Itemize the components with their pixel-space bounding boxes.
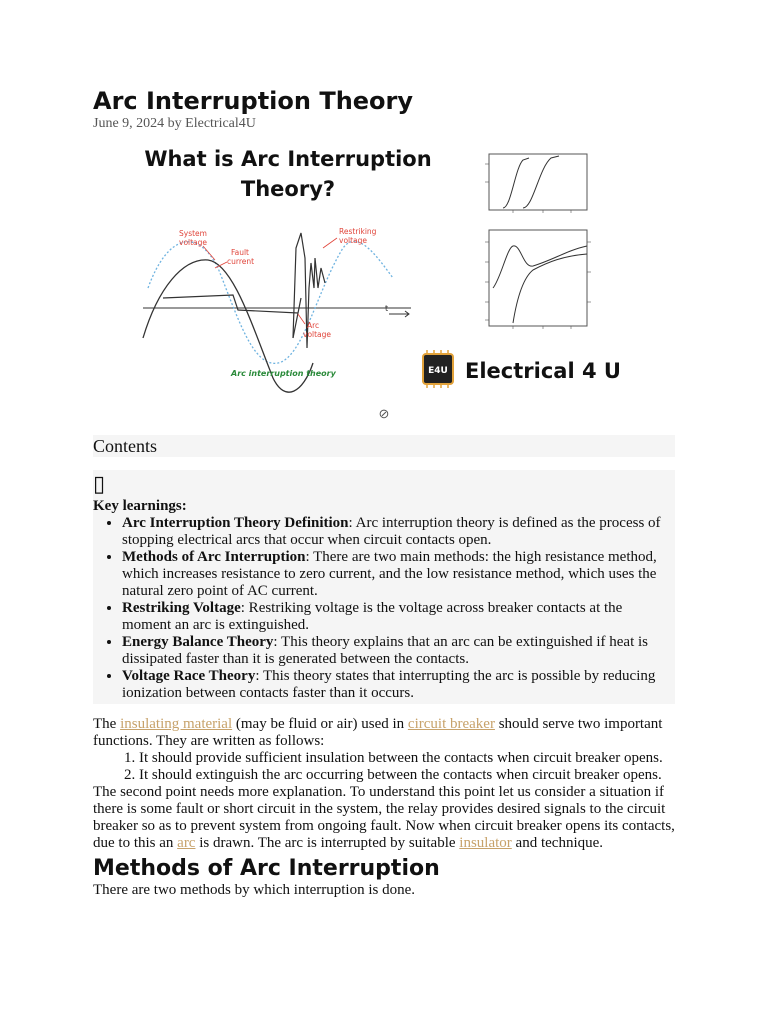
item-text: : There are two main methods: the high resistance method, which increases resistance to zero current, and the low resistance method, which uses the natural zero point of AC current. xyxy=(122,549,657,599)
text-run: is drawn. The arc is interrupted by suitable xyxy=(195,835,460,851)
label-system-voltage-1: System xyxy=(179,229,207,238)
list-item xyxy=(122,668,675,702)
post-meta: June 9, 2024 by Electrical4U xyxy=(93,116,256,131)
hero-heading-line1: What is Arc Interruption xyxy=(144,147,432,171)
list-item xyxy=(122,600,675,634)
item-text: : This theory explains that an arc can be extinguished if heat is dissipated faster than it is generated between the contacts. xyxy=(122,634,649,667)
item-term: Arc Interruption Theory Definition xyxy=(122,515,349,531)
link-circuit-breaker[interactable]: circuit breaker xyxy=(407,716,495,732)
label-fault-current-1: Fault xyxy=(231,248,249,257)
logo-text: Electrical 4 U xyxy=(465,359,621,383)
functions-list xyxy=(93,750,675,784)
text-run: (may be fluid or air) used in xyxy=(232,716,408,732)
link-insulating-material[interactable]: insulating material xyxy=(120,716,233,732)
text-run: should serve two important functions. They are written as follows: xyxy=(93,716,663,749)
item-term: Energy Balance Theory xyxy=(122,634,274,650)
list-item xyxy=(122,634,675,668)
fault-current-curve xyxy=(148,241,393,363)
toc-label: Contents xyxy=(93,436,158,456)
key-learnings-list xyxy=(93,515,675,702)
item-text: : This theory states that interrupting the arc is possible by reducing ionization between contacts faster than it occurs. xyxy=(122,668,656,701)
hero-caption: Arc interruption theory xyxy=(231,369,336,378)
item-term: Restriking Voltage xyxy=(122,600,241,616)
toc-header[interactable] xyxy=(93,435,675,457)
section-title: Methods of Arc Interruption xyxy=(93,856,440,881)
article xyxy=(93,86,675,899)
item-text: : Arc interruption theory is defined as the process of stopping electrical arcs that occur when circuit contacts open. xyxy=(122,515,661,548)
explanation-paragraph xyxy=(93,784,675,852)
link-arc[interactable]: arc xyxy=(177,835,196,851)
arc-voltage-curve xyxy=(163,295,301,338)
methods-intro: There are two methods by which interruption is done. xyxy=(93,882,416,898)
intro-paragraph xyxy=(93,716,675,750)
label-system-voltage-2: voltage xyxy=(179,238,208,247)
key-learnings-box xyxy=(93,470,675,704)
link-insulator[interactable]: insulator xyxy=(459,835,512,851)
hero-heading-line2: Theory? xyxy=(240,177,336,201)
text-run: The second point needs more explanation. To understand this point let us consider a situation if there is some fault or short circuit in the system, the relay provides desired signals to the circuit breaker so as to prevent system from ongoing fault. Now when circuit breaker opens its contacts, due to this an xyxy=(93,784,675,851)
key-learnings-title: Key learnings: xyxy=(93,498,187,514)
temperature-plot-bottom xyxy=(485,230,591,329)
hero-illustration xyxy=(93,138,675,408)
list-item: 1. It should provide sufficient insulation between the contacts when circuit breaker opens. xyxy=(139,750,675,767)
page-title: Arc Interruption Theory xyxy=(93,87,414,115)
list-item: 2. It should extinguish the arc occurring between the contacts when circuit breaker opens. xyxy=(139,767,675,784)
list-item xyxy=(122,515,675,549)
text-run: The xyxy=(93,716,121,732)
label-arc-1: Arc xyxy=(307,321,320,330)
image-zoom-icon[interactable]: ⊘ xyxy=(378,406,390,421)
label-arc-2: voltage xyxy=(303,330,332,339)
item-term: Methods of Arc Interruption xyxy=(122,549,306,565)
item-term: Voltage Race Theory xyxy=(122,668,256,684)
item-text: : Restriking voltage is the voltage across breaker contacts at the moment an arc is extinguished. xyxy=(122,600,623,633)
electrical4u-logo xyxy=(423,350,621,388)
toc-toggle-icon[interactable]: ▯ xyxy=(93,471,106,496)
waveform-diagram xyxy=(143,227,411,392)
label-t: t xyxy=(385,304,389,313)
hero-image[interactable] xyxy=(93,138,675,408)
text-run: and technique. xyxy=(511,835,604,851)
temperature-plot-top xyxy=(485,154,587,213)
label-restriking-2: voltage xyxy=(339,236,368,245)
list-item xyxy=(122,549,675,600)
logo-badge-text: E4U xyxy=(428,366,448,376)
label-restriking-1: Restriking xyxy=(339,227,377,236)
label-fault-current-2: current xyxy=(227,257,255,266)
